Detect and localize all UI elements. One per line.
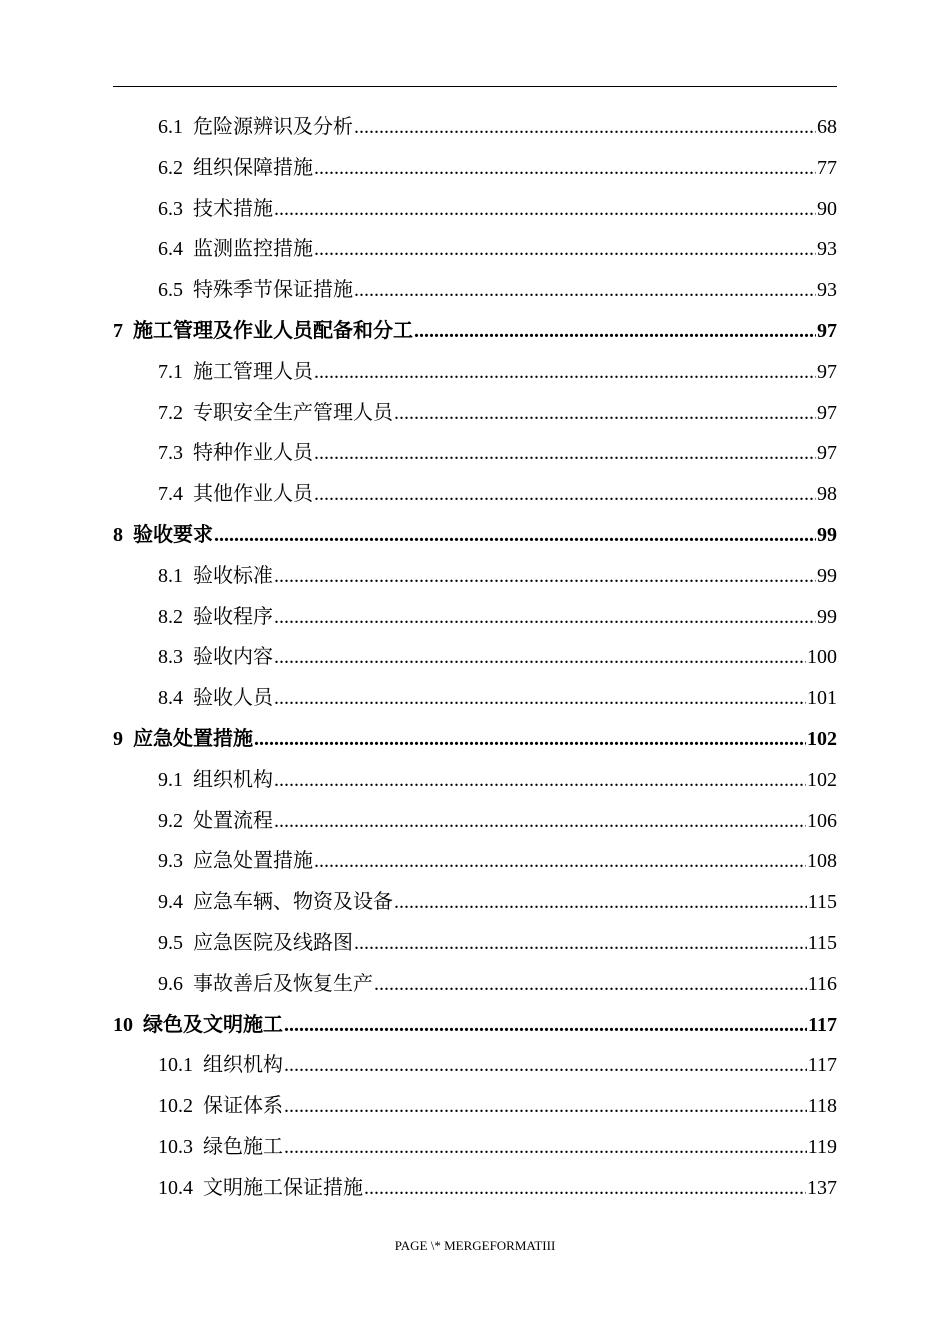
- toc-dot-leader: [314, 148, 816, 189]
- toc-entry-title: 应急医院及线路图: [193, 931, 353, 954]
- toc-entry[interactable]: [113, 556, 837, 597]
- toc-entry-number: 7.4: [158, 483, 183, 506]
- toc-entry-title: 验收内容: [193, 646, 273, 669]
- toc-entry-number: 6.5: [158, 279, 183, 302]
- toc-entry[interactable]: [113, 229, 837, 270]
- page-footer: PAGE \* MERGEFORMATIII: [394, 1238, 556, 1253]
- toc-entry-page: 100: [807, 646, 837, 669]
- toc-entry-page: 98: [817, 483, 837, 506]
- toc-dot-leader: [274, 678, 806, 719]
- toc-entry-number: 6.1: [158, 116, 183, 138]
- toc-entry-page: 108: [807, 850, 837, 873]
- toc-entry-page: 99: [817, 523, 837, 546]
- toc-entry-title: 技术措施: [193, 197, 273, 220]
- header-rule: [113, 86, 837, 87]
- toc-entry-title: 其他作业人员: [193, 483, 313, 506]
- toc-entry[interactable]: [113, 1005, 837, 1046]
- toc-entry[interactable]: [113, 1168, 837, 1209]
- toc-dot-leader: [314, 352, 816, 393]
- toc-entry-page: 97: [817, 319, 837, 342]
- toc-entry-number: 10.4: [158, 1176, 193, 1199]
- toc-entry-number: 10.2: [158, 1095, 193, 1118]
- toc-entry-page: 97: [817, 442, 837, 465]
- toc-entry-page: 116: [807, 972, 837, 995]
- toc-dot-leader: [394, 393, 816, 434]
- toc-entry-page: 77: [817, 156, 837, 179]
- toc-entry-page: 137: [807, 1176, 837, 1199]
- toc-entry-number: 8.1: [158, 564, 183, 587]
- toc-entry-title: 施工管理及作业人员配备和分工: [133, 319, 413, 342]
- toc-entry-number: 8.4: [158, 687, 183, 710]
- toc-entry-title: 事故善后及恢复生产: [193, 972, 373, 995]
- toc-entry-title: 验收人员: [193, 687, 273, 710]
- table-of-contents: [113, 107, 837, 1209]
- toc-entry-title: 监测监控措施: [193, 238, 313, 261]
- toc-entry-title: 验收标准: [193, 564, 273, 587]
- toc-entry-page: 118: [807, 1095, 837, 1118]
- toc-dot-leader: [274, 597, 816, 638]
- toc-entry-title: 应急车辆、物资及设备: [193, 891, 393, 914]
- toc-dot-leader: [374, 964, 807, 1005]
- toc-entry-title: 特殊季节保证措施: [193, 279, 353, 302]
- toc-dot-leader: [314, 433, 816, 474]
- toc-entry-number: 6.2: [158, 156, 183, 179]
- toc-entry-number: 8.2: [158, 605, 183, 628]
- toc-entry-title: 组织保障措施: [193, 156, 313, 179]
- toc-entry-title: 专职安全生产管理人员: [193, 401, 393, 424]
- toc-entry[interactable]: [113, 270, 837, 311]
- toc-entry-page: 115: [807, 891, 837, 914]
- toc-entry[interactable]: [113, 148, 837, 189]
- toc-dot-leader: [354, 923, 807, 964]
- toc-entry[interactable]: [113, 637, 837, 678]
- toc-dot-leader: [254, 719, 806, 760]
- toc-entry[interactable]: [113, 1045, 837, 1086]
- toc-dot-leader: [214, 515, 816, 556]
- toc-entry[interactable]: [113, 923, 837, 964]
- toc-entry[interactable]: [113, 964, 837, 1005]
- toc-entry[interactable]: [113, 719, 837, 760]
- toc-entry-title: 验收要求: [133, 523, 213, 546]
- toc-entry-page: 106: [807, 809, 837, 832]
- toc-entry-page: 99: [817, 605, 837, 628]
- toc-entry-number: 8.3: [158, 646, 183, 669]
- toc-dot-leader: [314, 474, 816, 515]
- toc-entry-number: 6.3: [158, 197, 183, 220]
- toc-entry[interactable]: [113, 597, 837, 638]
- toc-entry-page: 115: [807, 931, 837, 954]
- toc-entry[interactable]: [113, 678, 837, 719]
- toc-entry-page: 119: [807, 1135, 837, 1158]
- toc-entry-number: 8: [113, 523, 123, 546]
- toc-entry-title: 绿色及文明施工: [143, 1013, 283, 1036]
- toc-entry-page: 97: [817, 360, 837, 383]
- toc-entry-title: 文明施工保证措施: [203, 1176, 363, 1199]
- toc-dot-leader: [354, 107, 816, 148]
- toc-entry-title: 处置流程: [193, 809, 273, 832]
- toc-entry-number: 7: [113, 319, 123, 342]
- toc-entry-page: 101: [807, 687, 837, 710]
- toc-entry[interactable]: [113, 882, 837, 923]
- toc-entry-title: 特种作业人员: [193, 442, 313, 465]
- toc-entry[interactable]: [113, 841, 837, 882]
- toc-entry-page: 97: [817, 401, 837, 424]
- toc-entry-title: 保证体系: [203, 1095, 283, 1118]
- toc-dot-leader: [314, 841, 806, 882]
- toc-entry[interactable]: [113, 1086, 837, 1127]
- toc-dot-leader: [284, 1005, 807, 1046]
- toc-entry-number: 10.1: [158, 1054, 193, 1077]
- toc-entry-page: 93: [817, 279, 837, 302]
- toc-dot-leader: [274, 189, 816, 230]
- toc-entry-number: 9.5: [158, 931, 183, 954]
- toc-entry-number: 10: [113, 1013, 133, 1036]
- toc-entry-title: 验收程序: [193, 605, 273, 628]
- toc-entry-number: 9.2: [158, 809, 183, 832]
- toc-dot-leader: [394, 882, 807, 923]
- toc-dot-leader: [284, 1086, 807, 1127]
- toc-entry-page: 102: [807, 768, 837, 791]
- toc-entry-number: 9.4: [158, 891, 183, 914]
- toc-entry[interactable]: [113, 760, 837, 801]
- toc-dot-leader: [414, 311, 816, 352]
- toc-entry-number: 9: [113, 727, 123, 750]
- toc-entry-page: 99: [817, 564, 837, 587]
- toc-dot-leader: [284, 1127, 807, 1168]
- toc-entry-number: 9.3: [158, 850, 183, 873]
- toc-entry-page: 117: [808, 1013, 837, 1036]
- toc-dot-leader: [354, 270, 816, 311]
- toc-entry-title: 组织机构: [193, 768, 273, 791]
- toc-dot-leader: [284, 1045, 807, 1086]
- toc-entry[interactable]: [113, 107, 837, 148]
- toc-entry-number: 7.3: [158, 442, 183, 465]
- toc-entry-title: 应急处置措施: [133, 727, 253, 750]
- toc-entry-number: 9.6: [158, 972, 183, 995]
- toc-dot-leader: [274, 637, 806, 678]
- toc-dot-leader: [274, 556, 816, 597]
- toc-entry[interactable]: [113, 433, 837, 474]
- toc-entry-page: 68: [817, 116, 837, 138]
- toc-entry-number: 7.1: [158, 360, 183, 383]
- toc-entry-title: 应急处置措施: [193, 850, 313, 873]
- toc-entry-page: 90: [817, 197, 837, 220]
- toc-entry-number: 7.2: [158, 401, 183, 424]
- toc-entry[interactable]: [113, 474, 837, 515]
- toc-entry-page: 102: [807, 727, 837, 750]
- toc-entry-title: 危险源辨识及分析: [193, 116, 353, 138]
- toc-entry[interactable]: [113, 189, 837, 230]
- toc-entry[interactable]: [113, 393, 837, 434]
- toc-entry[interactable]: [113, 515, 837, 556]
- toc-entry[interactable]: [113, 801, 837, 842]
- toc-entry-number: 6.4: [158, 238, 183, 261]
- toc-dot-leader: [364, 1168, 806, 1209]
- toc-entry-page: 117: [807, 1054, 837, 1077]
- toc-entry-title: 施工管理人员: [193, 360, 313, 383]
- toc-entry-number: 10.3: [158, 1135, 193, 1158]
- toc-entry-title: 组织机构: [203, 1054, 283, 1077]
- toc-entry[interactable]: [113, 352, 837, 393]
- toc-entry-number: 9.1: [158, 768, 183, 791]
- toc-entry-title: 绿色施工: [203, 1135, 283, 1158]
- toc-entry-page: 93: [817, 238, 837, 261]
- toc-dot-leader: [274, 801, 806, 842]
- toc-entry[interactable]: [113, 311, 837, 352]
- toc-dot-leader: [274, 760, 806, 801]
- toc-entry[interactable]: [113, 1127, 837, 1168]
- toc-dot-leader: [314, 229, 816, 270]
